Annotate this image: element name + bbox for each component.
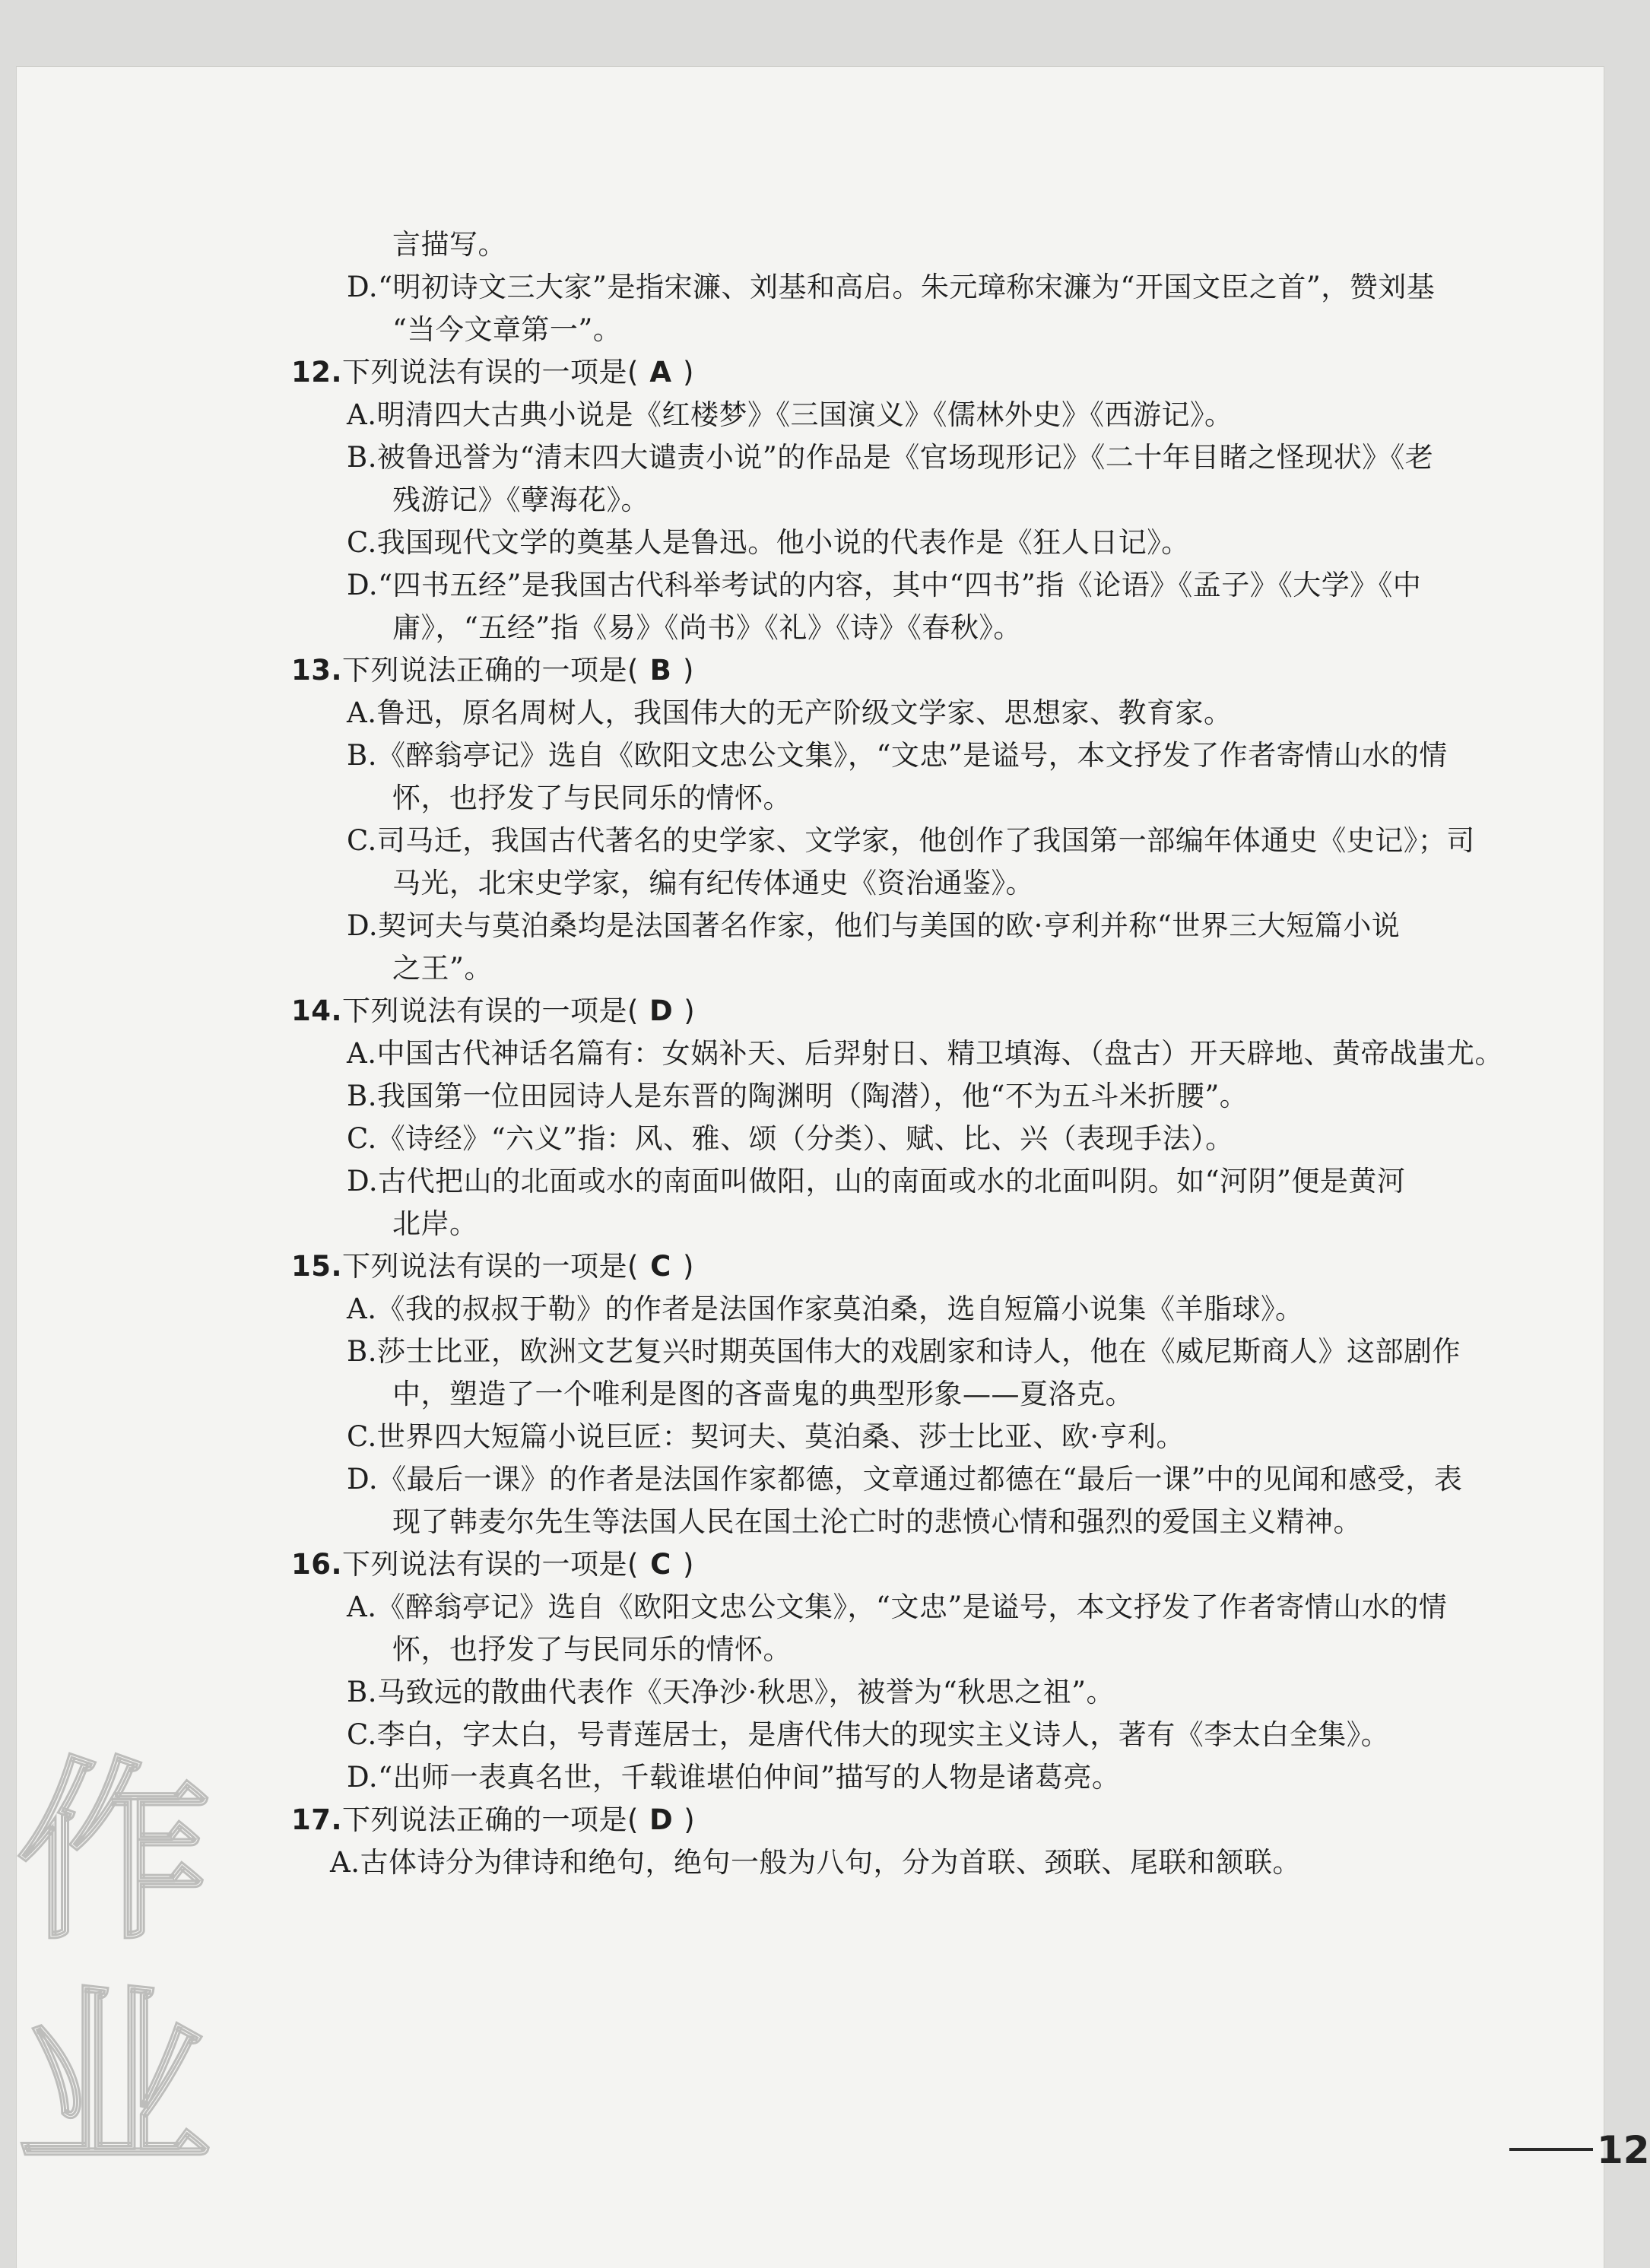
text-line: 马光，北宋史学家，编有纪传体通史《资治通鉴》。 xyxy=(392,867,1034,899)
option-d: D.古代把山的北面或水的南面叫做阳，山的南面或水的北面叫阴。如“河阴”便是黄河 xyxy=(347,1165,1406,1197)
answer-letter: B xyxy=(649,654,672,687)
question-number: 15. xyxy=(291,1250,343,1283)
text-line: “当今文章第一”。 xyxy=(392,313,622,346)
question-stem: 下列说法正确的一项是( xyxy=(342,654,639,687)
answer-letter: C xyxy=(650,1548,671,1581)
option-a: A.《醉翁亭记》选自《欧阳文忠公文集》，“文忠”是谥号，本文抒发了作者寄情山水的情 xyxy=(347,1591,1448,1623)
option-b: B.《醉翁亭记》选自《欧阳文忠公文集》，“文忠”是谥号，本文抒发了作者寄情山水的情 xyxy=(347,739,1448,772)
question-stem: 下列说法正确的一项是( xyxy=(342,1803,639,1836)
question-close: ) xyxy=(684,1803,696,1836)
option-a: A.鲁迅，原名周树人，我国伟大的无产阶级文学家、思想家、教育家。 xyxy=(347,696,1233,729)
question-16 xyxy=(291,1544,694,1585)
option-d: D.“明初诗文三大家”是指宋濂、刘基和高启。朱元璋称宋濂为“开国文臣之首”，赞刘基 xyxy=(347,271,1436,303)
text-line: 北岸。 xyxy=(392,1207,478,1240)
question-number: 14. xyxy=(291,994,343,1027)
page-content xyxy=(17,67,1650,2268)
question-close: ) xyxy=(682,1250,694,1283)
option-b: B.马致远的散曲代表作《天净沙·秋思》，被誉为“秋思之祖”。 xyxy=(347,1676,1115,1708)
text-line: 中，塑造了一个唯利是图的吝啬鬼的典型形象——夏洛克。 xyxy=(392,1378,1134,1410)
option-a: A.明清四大古典小说是《红楼梦》《三国演义》《儒林外史》《西游记》。 xyxy=(347,398,1233,431)
question-stem: 下列说法有误的一项是( xyxy=(342,994,639,1027)
text-line: 怀，也抒发了与民同乐的情怀。 xyxy=(392,782,792,814)
answer-letter: C xyxy=(650,1250,671,1283)
option-d: D.“出师一表真名世，千载谁堪伯仲间”描写的人物是诸葛亮。 xyxy=(347,1761,1121,1794)
footer-rule xyxy=(1509,2148,1593,2151)
option-b: B.被鲁迅誉为“清末四大谴责小说”的作品是《官场现形记》《二十年目睹之怪现状》《老 xyxy=(347,441,1434,474)
option-c: C.司马迁，我国古代著名的史学家、文学家，他创作了我国第一部编年体通史《史记》；司 xyxy=(347,824,1475,857)
question-number: 12. xyxy=(291,356,343,389)
option-c: C.《诗经》“六义”指：风、雅、颂（分类）、赋、比、兴（表现手法）。 xyxy=(347,1122,1234,1155)
option-d: D.契诃夫与莫泊桑均是法国著名作家，他们与美国的欧·亨利并称“世界三大短篇小说 xyxy=(347,909,1401,942)
question-number: 17. xyxy=(291,1803,343,1836)
answer-letter: D xyxy=(649,994,674,1027)
question-number: 13. xyxy=(291,654,343,687)
question-15 xyxy=(291,1246,694,1287)
question-14 xyxy=(291,991,695,1032)
option-c: C.我国现代文学的奠基人是鲁迅。他小说的代表作是《狂人日记》。 xyxy=(347,526,1190,559)
option-b: B.莎士比亚，欧洲文艺复兴时期英国伟大的戏剧家和诗人，他在《威尼斯商人》这部剧作 xyxy=(347,1335,1461,1368)
text-line: 言描写。 xyxy=(392,228,506,261)
question-number: 16. xyxy=(291,1548,343,1581)
question-close: ) xyxy=(684,994,696,1027)
question-close: ) xyxy=(682,654,694,687)
option-c: C.世界四大短篇小说巨匠：契诃夫、莫泊桑、莎士比亚、欧·亨利。 xyxy=(347,1420,1185,1453)
page-number: 12 xyxy=(1597,2128,1650,2172)
option-a: A.《我的叔叔于勒》的作者是法国作家莫泊桑，选自短篇小说集《羊脂球》。 xyxy=(347,1293,1304,1325)
text-line: 残游记》《孽海花》。 xyxy=(392,484,649,516)
option-a: A.古体诗分为律诗和绝句，绝句一般为八句，分为首联、颈联、尾联和颔联。 xyxy=(330,1846,1301,1879)
question-close: ) xyxy=(682,356,694,389)
page-sheet xyxy=(17,67,1650,2268)
question-stem: 下列说法有误的一项是( xyxy=(342,1548,639,1581)
question-close: ) xyxy=(682,1548,694,1581)
answer-letter: A xyxy=(649,356,672,389)
option-a: A.中国古代神话名篇有：女娲补天、后羿射日、精卫填海、（盘古）开天辟地、黄帝战蚩尤。 xyxy=(347,1037,1503,1070)
text-line: 怀，也抒发了与民同乐的情怀。 xyxy=(392,1633,792,1666)
option-d: D.《最后一课》的作者是法国作家都德，文章通过都德在“最后一课”中的见闻和感受，表 xyxy=(347,1463,1463,1496)
option-d: D.“四书五经”是我国古代科举考试的内容，其中“四书”指《论语》《孟子》《大学》《中 xyxy=(347,569,1422,601)
option-c: C.李白，字太白，号青莲居士，是唐代伟大的现实主义诗人，著有《李太白全集》。 xyxy=(347,1718,1390,1751)
question-stem: 下列说法有误的一项是( xyxy=(342,1250,639,1283)
text-line: 现了韩麦尔先生等法国人民在国土沦亡时的悲愤心情和强烈的爱国主义精神。 xyxy=(392,1505,1362,1538)
watermark: 作业 xyxy=(17,1740,219,2194)
text-line: 庸》，“五经”指《易》《尚书》《礼》《诗》《春秋》。 xyxy=(392,611,1022,644)
answer-letter: D xyxy=(649,1803,674,1836)
text-line: 之王”。 xyxy=(392,952,493,985)
question-stem: 下列说法有误的一项是( xyxy=(342,356,639,389)
option-b: B.我国第一位田园诗人是东晋的陶渊明（陶潜），他“不为五斗米折腰”。 xyxy=(347,1080,1249,1112)
question-13 xyxy=(291,650,694,691)
question-12 xyxy=(291,352,694,393)
